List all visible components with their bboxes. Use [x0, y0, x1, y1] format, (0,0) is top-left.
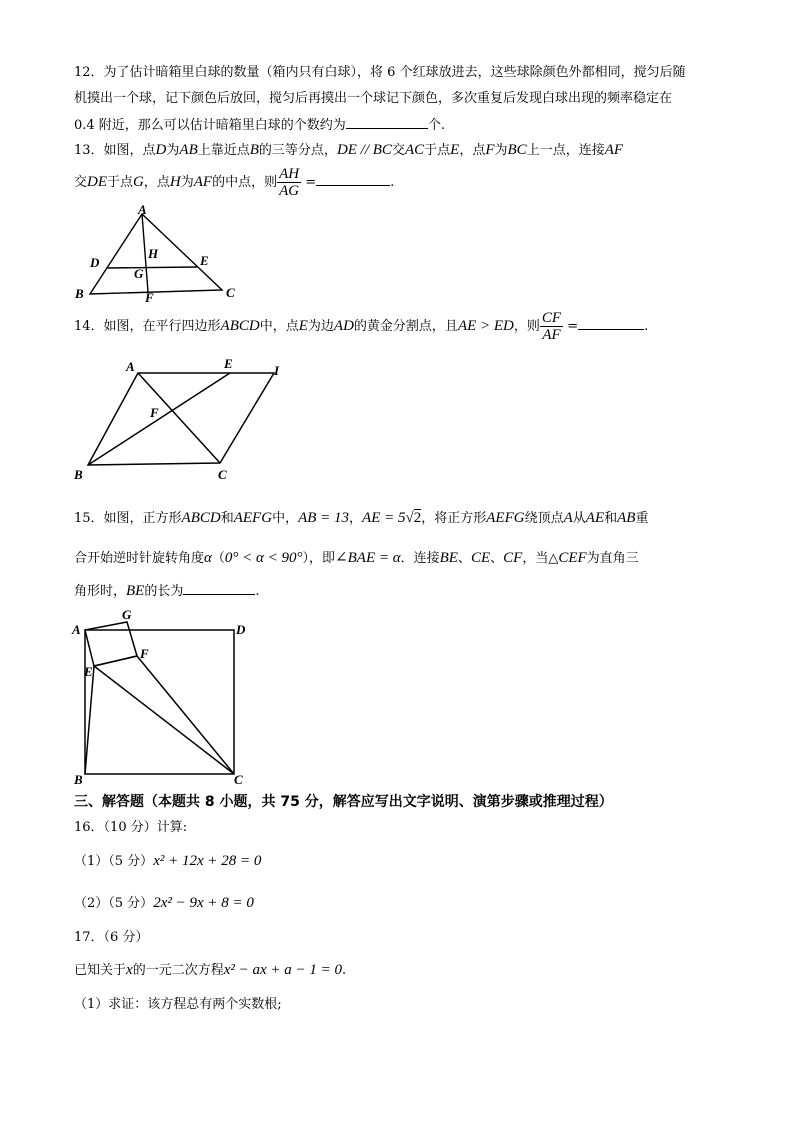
q16-part1: （1）（5 分）x² + 12x + 28 = 0 [74, 853, 262, 869]
q14-label-B: B [74, 467, 83, 482]
q13-line1: 13．如图，点D为AB上靠近点B的三等分点，DE // BC交AC于点E，点F为BC上一点，连接AF [74, 142, 624, 158]
q15-label-F: F [140, 646, 149, 661]
q13-label-G: G [134, 266, 144, 281]
q16-part2: （2）（5 分）2x² − 9x + 8 = 0 [74, 895, 254, 911]
q14-answer-blank[interactable] [578, 317, 644, 330]
q13-line2: 交DE于点G，点H为AF的中点，则 $\frac{AH}{AG}$ = . [74, 166, 395, 199]
q17-title: 17．（6 分） [74, 930, 149, 945]
q15-square-figure [70, 604, 256, 788]
q15-label-B: B [74, 772, 83, 787]
q15-label-G: G [122, 607, 132, 622]
q13-label-H: H [148, 246, 159, 261]
q13-answer-blank[interactable] [316, 173, 390, 186]
q15-label-A: A [72, 622, 81, 637]
q15-answer-blank[interactable] [183, 582, 255, 595]
q12-answer-blank[interactable] [346, 116, 428, 129]
q16-title: 16．（10 分）计算: [74, 820, 188, 835]
q15-label-E: E [84, 664, 93, 679]
q13-label-A: A [138, 202, 147, 217]
q13-fraction: $\frac{AH}{AG}$ [279, 166, 300, 199]
q14-label-E: E [224, 356, 233, 371]
q15-label-D: D [236, 622, 246, 637]
q12-line3: 0.4 附近，那么可以估计暗箱里白球的个数约为 个. [74, 118, 445, 133]
section-3-heading: 三、解答题（本题共 8 小题，共 75 分，解答应写出文字说明、演第步骤或推理过程） [74, 794, 613, 810]
q12-line1: 12．为了估计暗箱里白球的数量（箱内只有白球），将 6 个红球放进去，这些球除颜色外都相同，搅匀后随 [74, 65, 686, 80]
q14-label-F: F [150, 405, 159, 420]
q15-label-C: C [234, 772, 243, 787]
q13-label-F: F [145, 290, 154, 305]
q15-line2: 合开始逆时针旋转角度α（0° < α < 90°），即∠BAE = α．连接BE、CE、CF，当△CEF为直角三 [74, 550, 639, 566]
q12-line2: 机摸出一个球，记下颜色后放回，搅匀后再摸出一个球记下颜色，多次重复后发现白球出现的频率稳定在 [74, 91, 673, 106]
q13-label-E: E [200, 253, 209, 268]
q14-fraction: $\frac{CF}{AF}$ [541, 310, 562, 343]
q13-triangle-figure [72, 200, 242, 306]
q13-label-B: B [75, 286, 84, 301]
q17-line1: 已知关于x的一元二次方程x² − ax + a − 1 = 0. [74, 962, 347, 978]
q14-label-C: C [218, 467, 227, 482]
q13-label-C: C [226, 285, 235, 300]
q14-label-A: A [126, 359, 135, 374]
q13-label-D: D [90, 255, 100, 270]
q15-line3: 角形时，BE的长为 . [74, 583, 260, 599]
q15-line1: 15．如图，正方形ABCD和AEFG中，AB = 13，AE = 5√2，将正方形AEFG绕顶点A从AE和AB重 [74, 510, 649, 526]
q14-line: 14．如图，在平行四边形ABCD中，点E为边AD的黄金分割点，且AE > ED，则 $\frac{CF}{AF}$ = . [74, 310, 649, 343]
q14-parallelogram-figure [70, 355, 290, 485]
q14-label-I: I [274, 363, 280, 378]
q17-part1: （1）求证：该方程总有两个实数根; [74, 997, 282, 1012]
